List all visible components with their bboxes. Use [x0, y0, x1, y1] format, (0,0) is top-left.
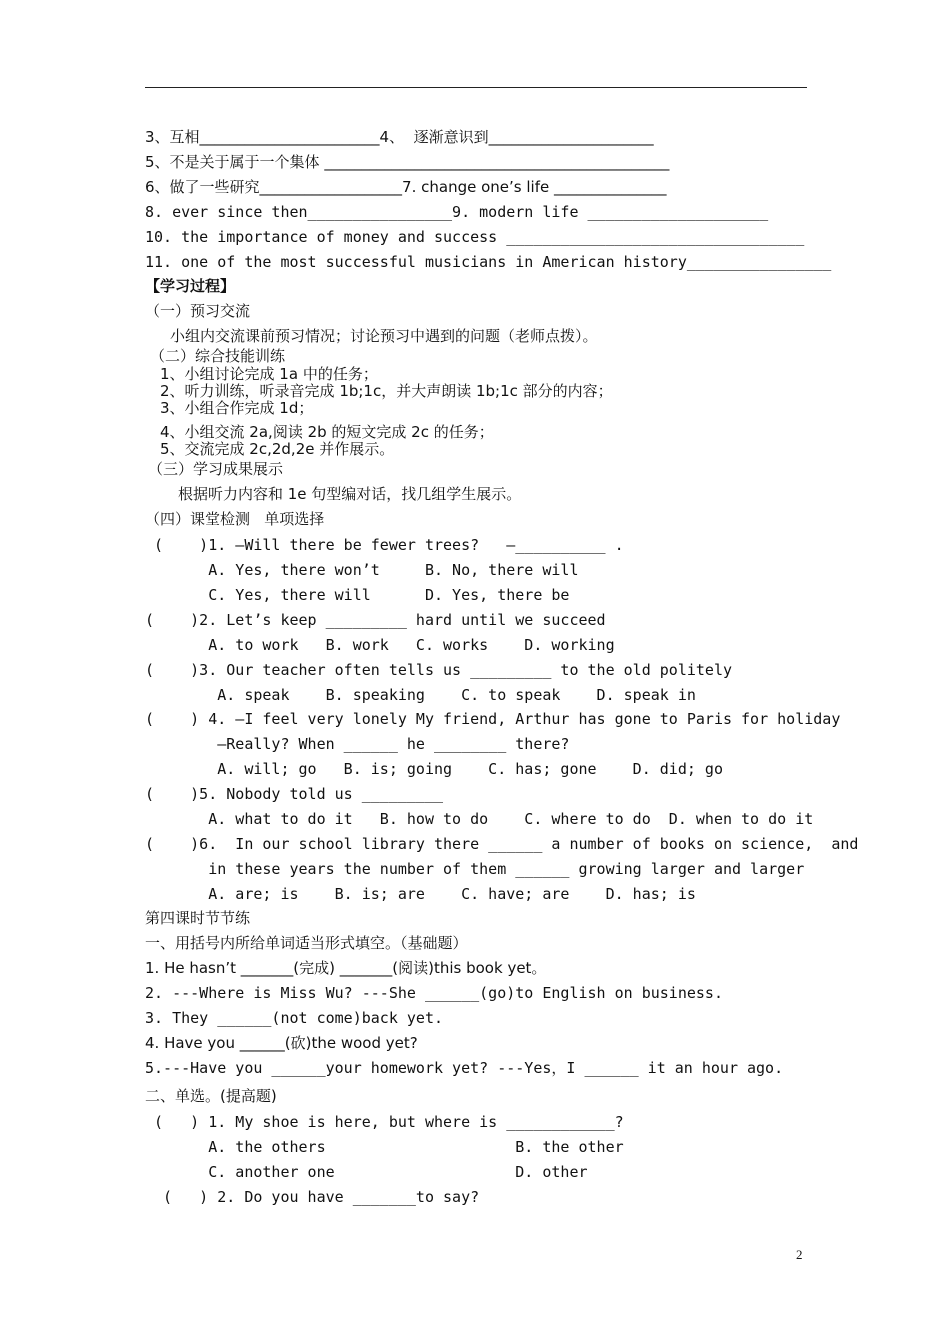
vocab-line: 10. the importance of money and success _________________________________ — [145, 228, 805, 246]
exercise-line: ( ) 2. Do you have _______to say? — [145, 1188, 480, 1206]
section-title: （四）课堂检测 单项选择 — [145, 510, 325, 528]
quiz-line: —Really? When ______ he ________ there? — [145, 735, 570, 753]
quiz-line: A. speak B. speaking C. to speak D. speak in — [145, 686, 696, 704]
list-item: 1、小组讨论完成 1a 中的任务； — [160, 365, 378, 383]
header-rule — [145, 87, 807, 88]
exercise-line: 2. ---Where is Miss Wu? ---She ______(go)to English on business. — [145, 984, 723, 1002]
lesson-title: 第四课时节节练 — [145, 909, 251, 927]
list-item: 2、听力训练，听录音完成 1b;1c，并大声朗读 1b;1c 部分的内容； — [160, 382, 613, 400]
exercise-line: A. the others B. the other — [145, 1138, 624, 1156]
quiz-line: ( )3. Our teacher often tells us _________ to the old politely — [145, 661, 732, 679]
vocab-line: 5、不是关于属于一个集体 ______________________________________________ — [145, 153, 670, 171]
quiz-line: A. are; is B. is; are C. have; are D. has; is — [145, 885, 696, 903]
exercise-line: 3. They ______(not come)back yet. — [145, 1009, 444, 1027]
section-title: （三）学习成果展示 — [148, 460, 284, 478]
part-title: 二、单选。(提高题) — [145, 1087, 277, 1105]
exercise-line: 5.---Have you ______your homework yet? ---Yes，I ______ it an hour ago. — [145, 1059, 784, 1077]
exercise-line: ( ) 1. My shoe is here, but where is ____________? — [145, 1113, 624, 1131]
vocab-line: 3、互相________________________4、 逐渐意识到______________________ — [145, 128, 654, 146]
quiz-line: ( )5. Nobody told us _________ — [145, 785, 444, 803]
exercise-line: 4. Have you ______(砍)the wood yet? — [145, 1034, 418, 1052]
section-title: （一）预习交流 — [145, 302, 251, 320]
quiz-line: in these years the number of them ______ growing larger and larger — [145, 860, 805, 878]
section-text: 根据听力内容和 1e 句型编对话，找几组学生展示。 — [178, 485, 522, 503]
quiz-line: A. will; go B. is; going C. has; gone D. did; go — [145, 760, 723, 778]
page-number: 2 — [796, 1247, 803, 1262]
quiz-line: A. to work B. work C. works D. working — [145, 636, 615, 654]
quiz-line: ( )1. —Will there be fewer trees? —__________ . — [145, 536, 624, 554]
vocab-line: 8. ever since then________________9. modern life ____________________ — [145, 203, 769, 221]
list-item: 5、交流完成 2c,2d,2e 并作展示。 — [160, 440, 395, 458]
part-title: 一、用括号内所给单词适当形式填空。（基础题） — [145, 934, 468, 952]
quiz-line: A. Yes, there won’t B. No, there will — [145, 561, 579, 579]
section-text: 小组内交流课前预习情况；讨论预习中遇到的问题（老师点拨）。 — [170, 327, 598, 345]
quiz-line: C. Yes, there will D. Yes, there be — [145, 586, 570, 604]
list-item: 4、小组交流 2a,阅读 2b 的短文完成 2c 的任务； — [160, 423, 494, 441]
quiz-line: ( )2. Let’s keep _________ hard until we succeed — [145, 611, 606, 629]
vocab-line: 6、做了一些研究___________________7. change one’s life _______________ — [145, 178, 667, 196]
section-heading: 【学习过程】 — [145, 277, 236, 295]
quiz-line: ( )6. In our school library there ______ a number of books on science, and — [145, 835, 859, 853]
vocab-line: 11. one of the most successful musicians in American history________________ — [145, 253, 832, 271]
quiz-line: ( ) 4. —I feel very lonely My friend, Arthur has gone to Paris for holiday — [145, 710, 841, 728]
exercise-line: C. another one D. other — [145, 1163, 588, 1181]
exercise-line: 1. He hasn’t _______(完成) _______(阅读)this book yet。 — [145, 959, 547, 977]
section-title: （二）综合技能训练 — [150, 347, 286, 365]
list-item: 3、小组合作完成 1d； — [160, 399, 314, 417]
quiz-line: A. what to do it B. how to do C. where to do D. when to do it — [145, 810, 814, 828]
